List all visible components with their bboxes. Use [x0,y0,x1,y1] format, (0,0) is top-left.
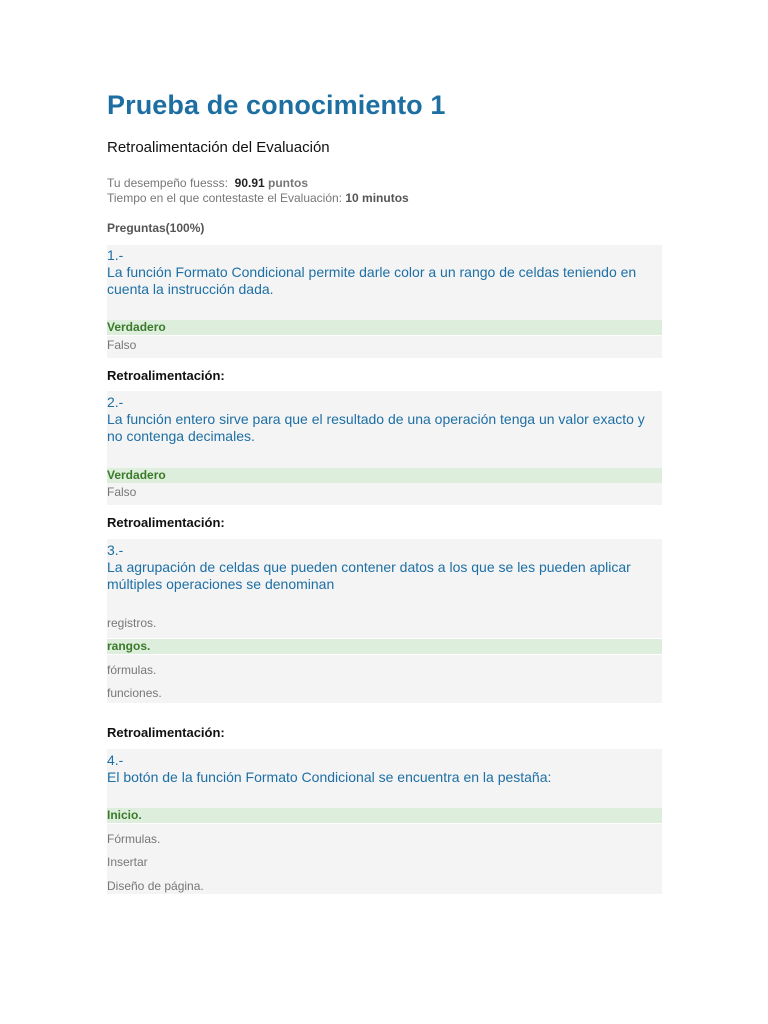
option: funciones. [107,686,162,700]
page-subtitle: Retroalimentación del Evaluación [107,139,330,156]
performance-score-unit: puntos [268,176,309,190]
option: fórmulas. [107,663,157,677]
feedback-label: Retroalimentación: [107,725,225,740]
option-correct: Inicio. [107,808,662,823]
time-label: Tiempo en el que contestaste el Evaluación: [107,191,343,205]
option: Insertar [107,855,148,869]
questions-header: Preguntas(100%) [107,221,205,235]
question-text: La agrupación de celdas que pueden contener datos a los que se les pueden aplicar múltiples operaciones se denominan [107,559,631,592]
question-text: El botón de la función Formato Condicional se encuentra en la pestaña: [107,769,552,785]
question-number: 4.- [107,752,124,768]
performance-score-value: 90.91 [234,176,265,190]
question-number: 1.- [107,247,124,263]
option-correct: Verdadero [107,320,662,335]
question-number: 3.- [107,542,124,558]
option: Falso [107,485,137,499]
question-text: La función Formato Condicional permite darle color a un rango de celdas teniendo en cuenta la instrucción dada. [107,264,637,297]
performance-score [107,176,308,190]
time-value: 10 minutos [345,191,409,205]
question-number: 2.- [107,394,124,410]
option: Diseño de página. [107,879,204,893]
option-correct: rangos. [107,639,662,654]
option: registros. [107,616,157,630]
option: Fórmulas. [107,832,161,846]
option: Falso [107,338,137,352]
option-correct: Verdadero [107,468,662,483]
page-title: Prueba de conocimiento 1 [107,90,446,120]
performance-label: Tu desempeño fuesss: [107,176,228,190]
feedback-label: Retroalimentación: [107,368,225,383]
feedback-label: Retroalimentación: [107,515,225,530]
question-text: La función entero sirve para que el resultado de una operación tenga un valor exacto y no contenga decimales. [107,411,645,444]
performance-time [107,191,409,205]
